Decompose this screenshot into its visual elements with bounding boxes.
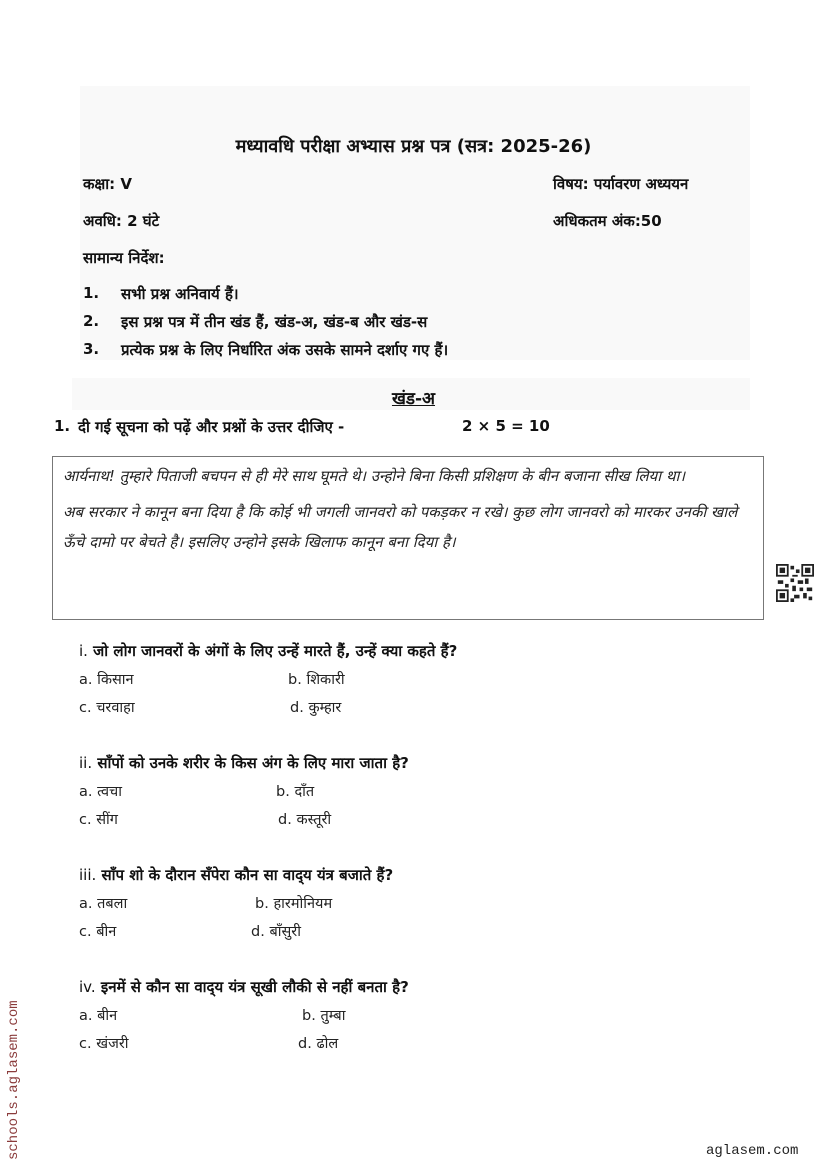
option-text: तुम्बा	[320, 1008, 346, 1024]
option-c	[79, 697, 135, 717]
option-a	[79, 1005, 117, 1025]
option-b	[288, 669, 345, 689]
passage-paragraph: आर्यनाथ! तुम्हारे पिताजी बचपन से ही मेरे साथ घूमते थे। उन्होने बिना किसी प्रशिक्षण के बीन बजाना सीख लिया था।	[63, 467, 686, 485]
subquestion	[79, 977, 409, 997]
question-marks: 2 × 5 = 10	[462, 417, 550, 435]
option-text: त्वचा	[97, 784, 122, 800]
option-text: बाँसुरी	[269, 924, 301, 940]
bottom-watermark: aglasem.com	[706, 1143, 799, 1159]
subquestion-number: iv.	[79, 978, 96, 996]
option-text: बीन	[96, 924, 117, 940]
option-label: b.	[255, 896, 269, 912]
subquestion-text: जो लोग जानवरों के अंगों के लिए उन्हें मारते हैं, उन्हें क्या कहते हैं?	[93, 642, 458, 660]
instruction-number: 1.	[83, 284, 100, 302]
option-label: c.	[79, 924, 92, 940]
option-d	[290, 697, 341, 717]
passage-box	[52, 456, 764, 620]
option-a	[79, 781, 122, 801]
qr-code-icon	[776, 564, 814, 602]
subquestion-text: साँप शो के दौरान सँपेरा कौन सा वाद्‍य यंत्र बजाते हैं?	[101, 866, 394, 884]
option-text: सींग	[96, 812, 118, 828]
subquestion	[79, 641, 457, 661]
option-label: b.	[288, 672, 302, 688]
page-title: मध्यावधि परीक्षा अभ्यास प्रश्न पत्र (सत्र: 2025-26)	[235, 136, 592, 157]
option-label: b.	[276, 784, 290, 800]
option-label: c.	[79, 812, 92, 828]
option-text: ढोल	[316, 1036, 339, 1052]
option-label: b.	[302, 1008, 316, 1024]
subquestion-number: ii.	[79, 754, 93, 772]
option-label: d.	[251, 924, 265, 940]
option-c	[79, 809, 118, 829]
instruction-number: 2.	[83, 312, 100, 330]
question-number: 1.	[54, 417, 71, 435]
section-title: खंड-अ	[391, 389, 436, 409]
option-text: हारमोनियम	[273, 896, 333, 912]
instruction-text: सभी प्रश्न अनिवार्य हैं।	[121, 285, 239, 303]
option-text: तबला	[97, 896, 128, 912]
instruction-number: 3.	[83, 340, 100, 358]
option-text: चरवाहा	[96, 700, 135, 716]
subquestion-number: iii.	[79, 866, 97, 884]
subquestion	[79, 865, 393, 885]
option-d	[278, 809, 331, 829]
max-marks-label: अधिकतम अंक:50	[553, 212, 662, 230]
option-text: बीन	[97, 1008, 118, 1024]
instruction-text: इस प्रश्न पत्र में तीन खंड हैं, खंड-अ, खंड-ब और खंड-स	[121, 313, 428, 331]
passage-paragraph: अब सरकार ने कानून बना दिया है कि कोई भी जगली जानवरो को पकड़कर न रखे। कुछ लोग जानवरो को मारकर उनकी खाले ऊँचे दामो पर बेचते है। इसलिए उन्होने इसके खिलाफ कानून बना दिया है।	[63, 503, 738, 551]
option-d	[251, 921, 301, 941]
option-a	[79, 669, 134, 689]
question-text: दी गई सूचना को पढ़ें और प्रश्नों के उत्तर दीजिए -	[78, 418, 345, 436]
option-label: a.	[79, 1008, 93, 1024]
subject-label: विषय: पर्यावरण अध्ययन	[553, 175, 689, 193]
duration-label: अवधि: 2 घंटे	[83, 212, 160, 230]
option-b	[302, 1005, 345, 1025]
side-watermark: schools.aglasem.com	[6, 1000, 22, 1160]
instruction-text: प्रत्येक प्रश्न के लिए निर्धारित अंक उसके सामने दर्शाए गए हैं।	[121, 341, 449, 359]
option-b	[255, 893, 332, 913]
option-text: कुम्हार	[308, 700, 342, 716]
option-c	[79, 1033, 129, 1053]
option-text: कस्तूरी	[296, 812, 332, 828]
subquestion-text: इनमें से कौन सा वाद्‍य यंत्र सूखी लौकी से नहीं बनता है?	[100, 978, 409, 996]
class-label: कक्षा: V	[83, 175, 132, 193]
option-label: a.	[79, 672, 93, 688]
option-text: किसान	[97, 672, 134, 688]
option-label: d.	[298, 1036, 312, 1052]
option-b	[276, 781, 314, 801]
option-text: दाँत	[294, 784, 315, 800]
option-a	[79, 893, 127, 913]
instructions-heading: सामान्य निर्देश:	[83, 249, 165, 267]
option-label: d.	[290, 700, 304, 716]
subquestion-text: साँपों को उनके शरीर के किस अंग के लिए मारा जाता है?	[97, 754, 409, 772]
option-text: खंजरी	[96, 1036, 129, 1052]
option-text: शिकारी	[306, 672, 345, 688]
option-label: c.	[79, 1036, 92, 1052]
option-label: d.	[278, 812, 292, 828]
option-label: a.	[79, 784, 93, 800]
option-label: c.	[79, 700, 92, 716]
option-label: a.	[79, 896, 93, 912]
subquestion	[79, 753, 409, 773]
option-d	[298, 1033, 338, 1053]
option-c	[79, 921, 116, 941]
subquestion-number: i.	[79, 642, 88, 660]
